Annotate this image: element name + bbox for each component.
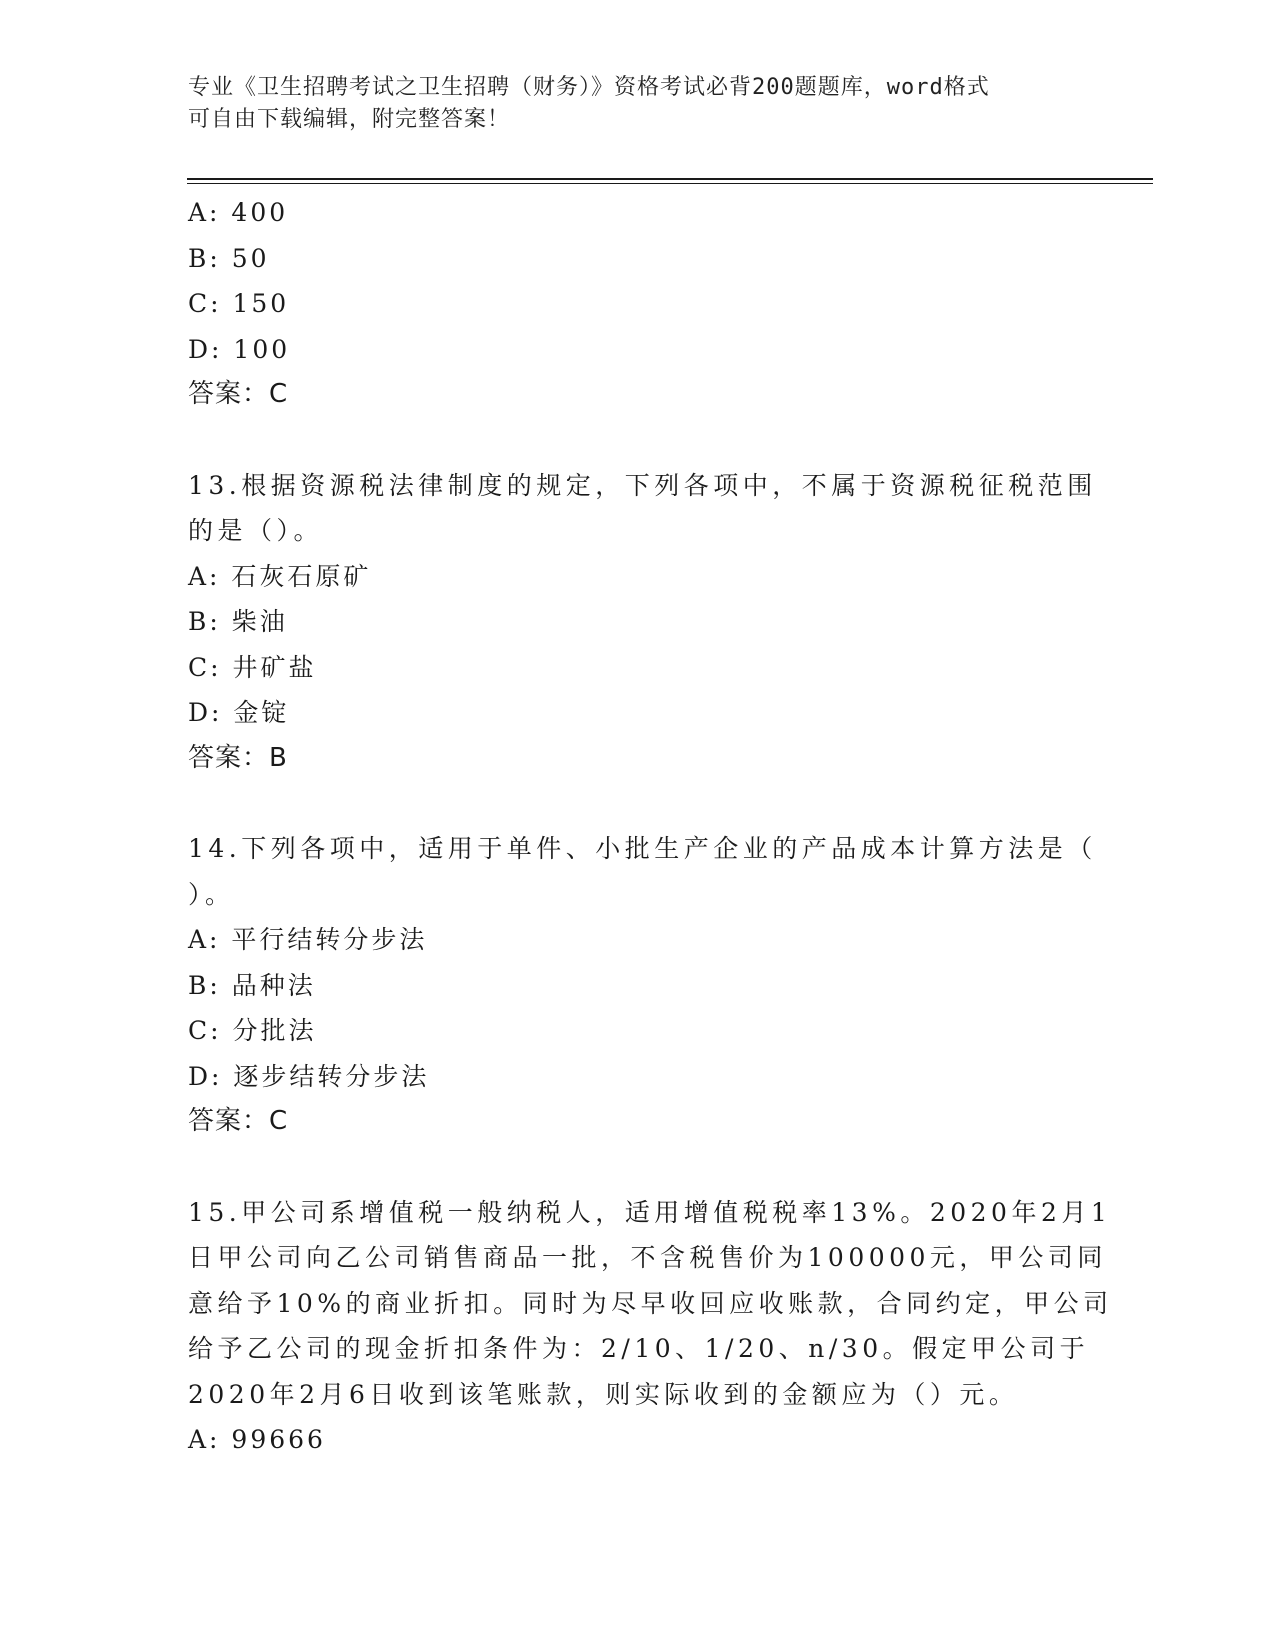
document-header [188, 72, 1068, 136]
header-divider-thin [187, 183, 1153, 184]
document-body [188, 190, 1113, 1463]
question-text-line: ）。 [188, 879, 235, 909]
option-a: A: 石灰石原矿 [188, 561, 372, 591]
option-a: A: 平行结转分步法 [188, 925, 428, 954]
answer-line: 答案：C [188, 379, 289, 409]
question-text [188, 826, 1097, 917]
header-divider-thick [187, 178, 1153, 180]
answer-line: 答案：C [188, 1106, 289, 1136]
header-line-1: 专业《卫生招聘考试之卫生招聘（财务）》资格考试必背200题题库，word格式 [188, 75, 990, 100]
question-text [188, 463, 1097, 554]
option-b: B: 品种法 [188, 970, 316, 1000]
question-15 [188, 1190, 1113, 1463]
question-12-continued [188, 190, 1088, 418]
spacer [188, 781, 1088, 826]
question-text-line: 的是（）。 [188, 516, 324, 545]
question-text [188, 1190, 1113, 1418]
answer-line: 答案：B [188, 742, 288, 773]
option-c: C: 150 [188, 289, 290, 318]
header-line-2: 可自由下载编辑，附完整答案！ [188, 107, 511, 132]
question-text-line: 意给予10%的商业折扣。同时为尽早收回应收账款，合同约定，甲公司 [188, 1288, 1113, 1318]
spacer [188, 418, 1088, 463]
question-13 [188, 463, 1097, 782]
option-d: D: 金锭 [188, 698, 290, 727]
option-d: D: 100 [188, 334, 291, 364]
question-text-line: 日甲公司向乙公司销售商品一批，不含税售价为100000元，甲公司同 [188, 1243, 1107, 1272]
question-text-line: 给予乙公司的现金折扣条件为：2/10、1/20、n/30。假定甲公司于 [188, 1334, 1090, 1363]
question-text-line: 13.根据资源税法律制度的规定，下列各项中，不属于资源税征税范围 [188, 470, 1097, 500]
option-a: A: 99666 [188, 1425, 326, 1454]
question-text-line: 2020年2月6日收到该笔账款，则实际收到的金额应为（）元。 [188, 1379, 1019, 1409]
option-c: C: 井矿盐 [188, 652, 317, 682]
question-text-line: 14.下列各项中，适用于单件、小批生产企业的产品成本计算方法是（ [188, 834, 1097, 863]
question-14 [188, 826, 1097, 1145]
option-d: D: 逐步结转分步法 [188, 1061, 430, 1091]
option-a: A: 400 [188, 198, 289, 227]
question-text-line: 15.甲公司系增值税一般纳税人，适用增值税税率13%。2020年2月1 [188, 1197, 1112, 1227]
option-b: B: 50 [188, 243, 270, 273]
option-b: B: 柴油 [188, 607, 288, 636]
spacer [188, 1145, 1088, 1190]
option-c: C: 分批法 [188, 1016, 317, 1045]
